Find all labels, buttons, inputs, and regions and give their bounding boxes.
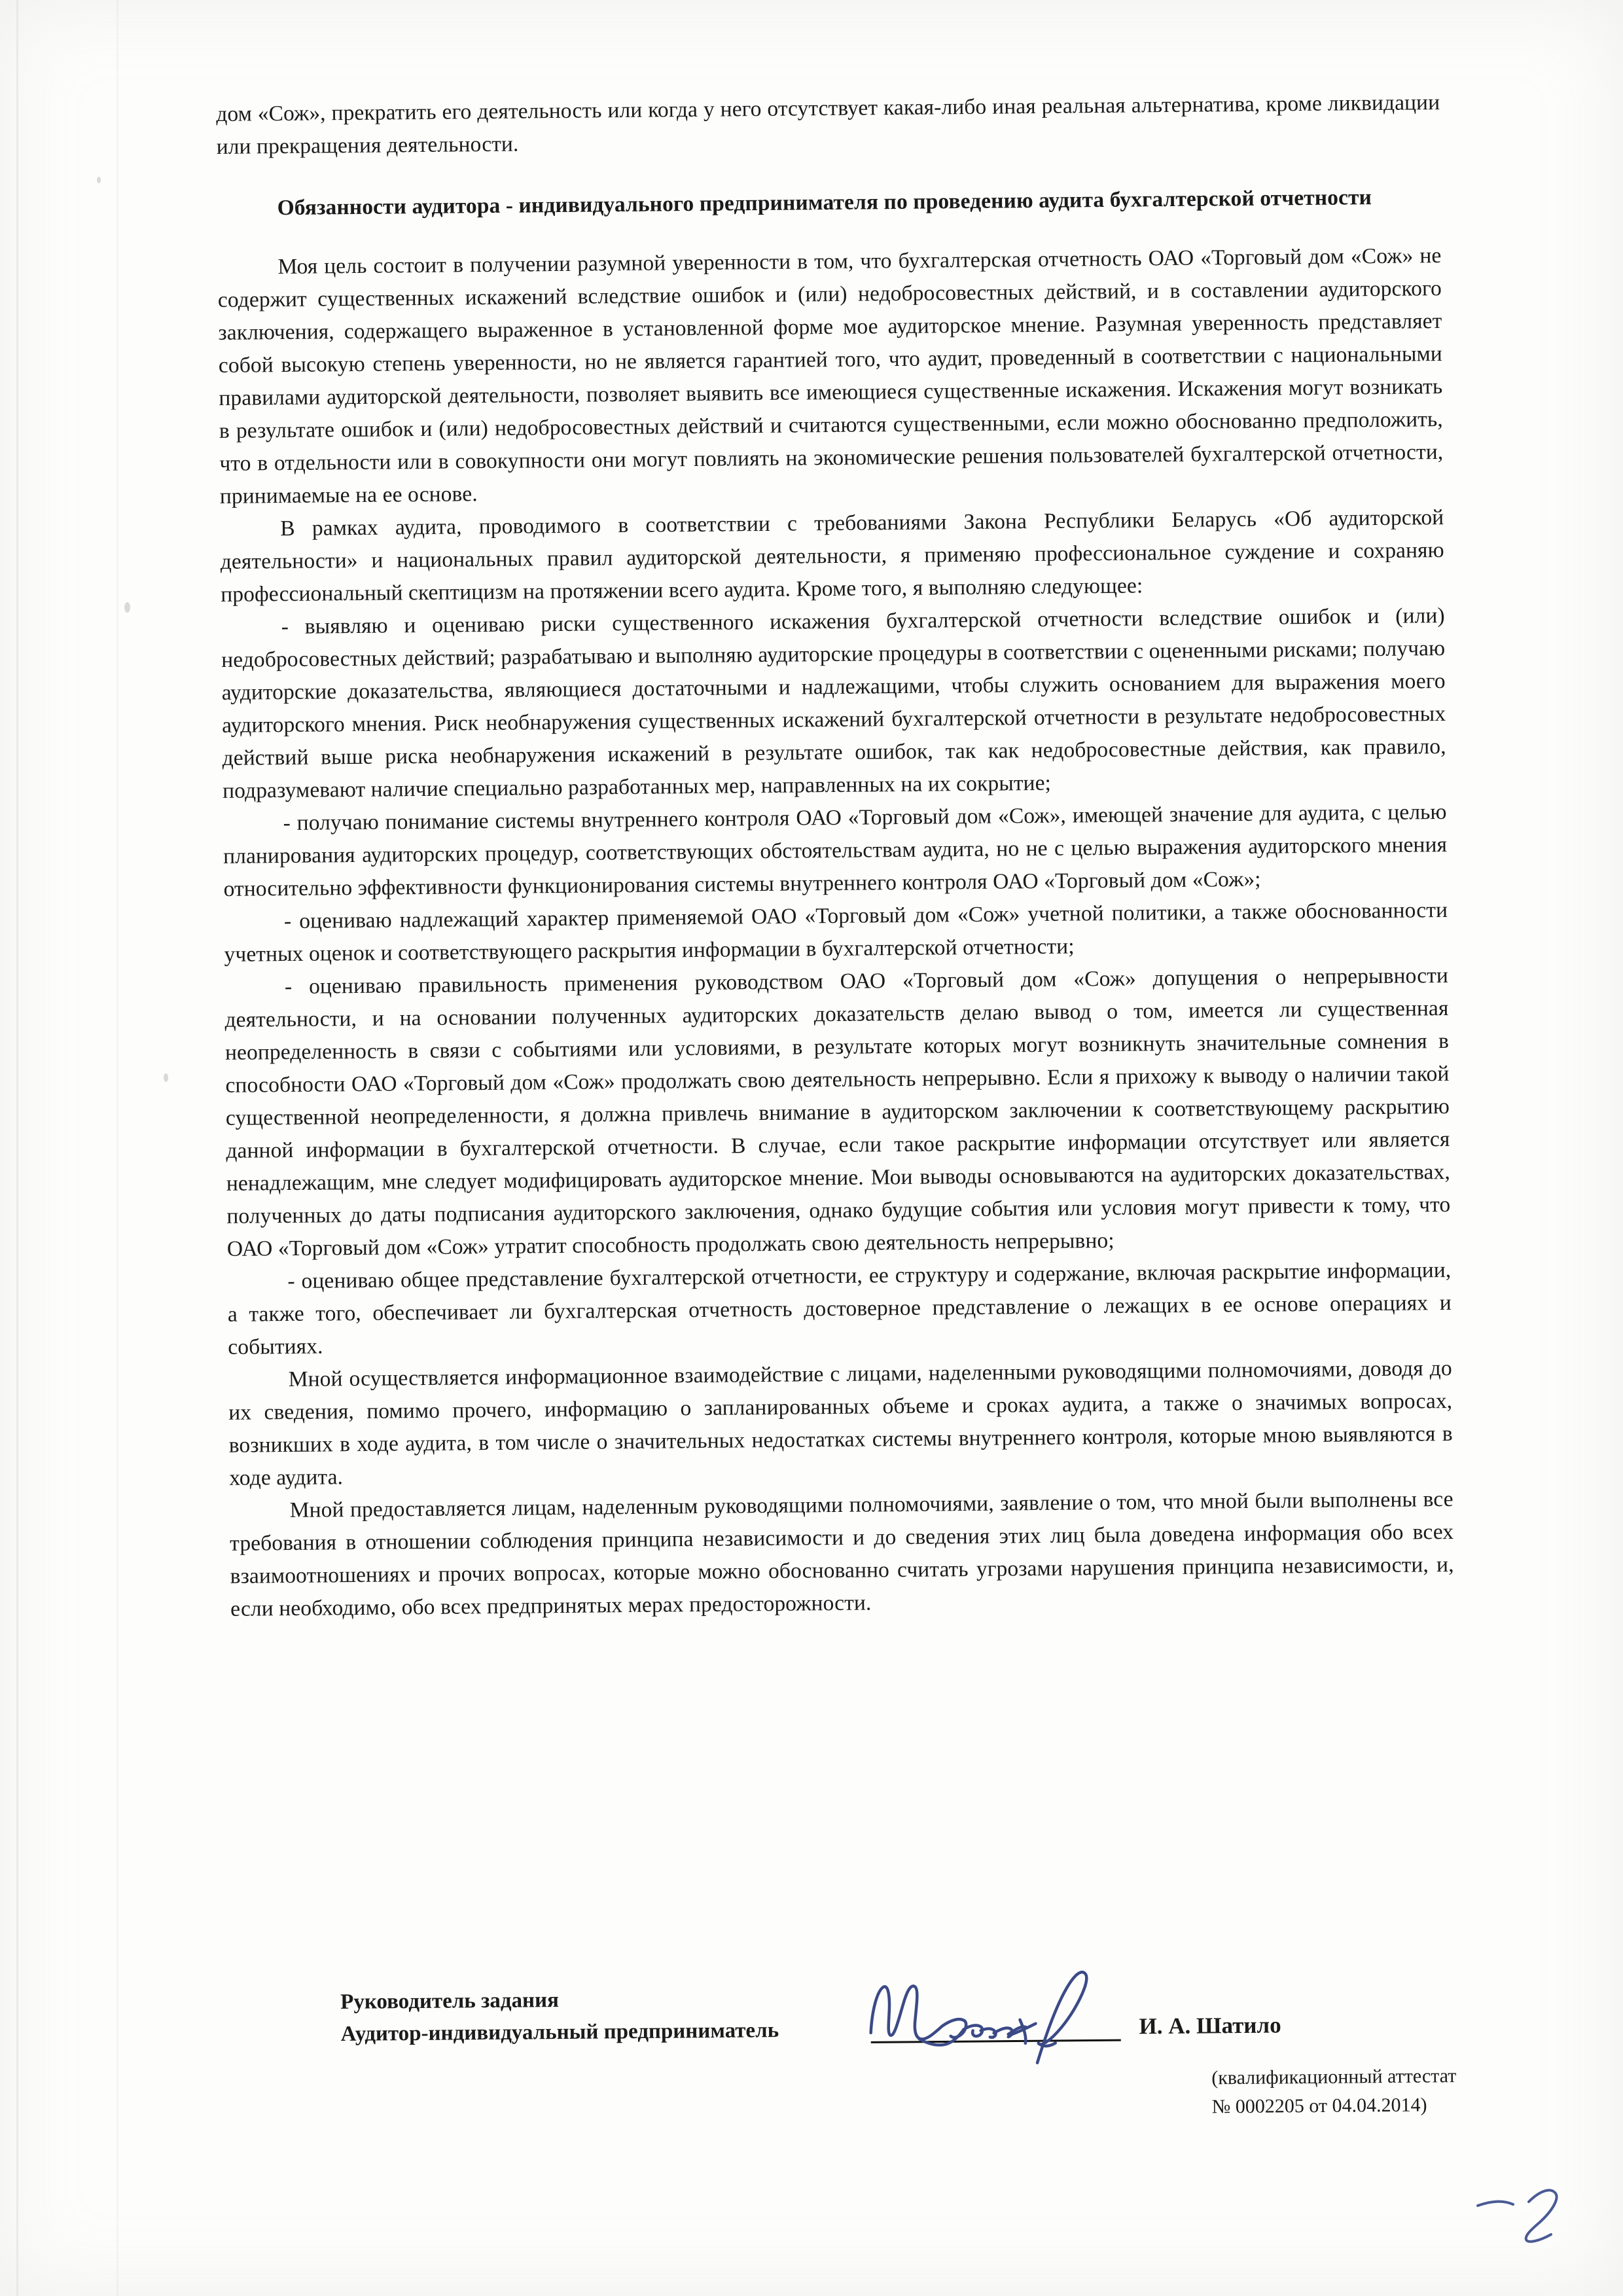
signature-block bbox=[340, 1976, 1519, 2118]
paragraph-independence-statement: Мной предоставляется лицам, наделенным руководящими полномочиями, заявление о том, что мной были выполнены все требования в отношении соблюдения принципа независимости и до сведения этих лиц была доведена информация обо всех взаимоотношениях и прочих вопросах, которые можно обоснованно считать угрозами нарушения принципа независимости, и, если необходимо, обо всех предпринятых мерах предосторожности. bbox=[230, 1486, 1454, 1621]
paragraph-objective: Моя цель состоит в получении разумной уверенности в том, что бухгалтерская отчетность ОАО «Торговый дом «Сож» не содержит существенных искажений вследствие ошибок и (или) недобросовестных действий, и в составлении аудиторского заключения, содержащего выраженное в установленной форме мое аудиторское мнение. Разумная уверенность представляет собой высокую степень уверенности, но не является гарантией того, что аудит, проведенный в соответствии с национальными правилами аудиторской деятельности, позволяет выявить все имеющиеся существенные искажения. Искажения могут возникать в результате ошибок и (или) недобросовестных действий и считаются существенными, если можно обоснованно предположить, что в отдельности или в совокупности они могут повлиять на экономические решения пользователей бухгалтерской отчетности, принимаемые на ее основе. bbox=[217, 243, 1444, 509]
scan-speck bbox=[164, 1073, 168, 1082]
signatory-role-line-1: Руководитель задания bbox=[340, 1988, 560, 2014]
scan-speck bbox=[97, 177, 101, 183]
scan-artifact-line-left bbox=[16, 0, 18, 2296]
handwritten-signature-icon bbox=[851, 1950, 1133, 2077]
bullet-item-overall-presentation: - оцениваю общее представление бухгалтерской отчетности, ее структуру и содержание, включая раскрытие информации, а также того, обеспечивает ли бухгалтерская отчетность достоверное представление о лежащих в ее основе операциях и событиях. bbox=[227, 1257, 1452, 1359]
certificate-line-2: № 0002205 от 04.04.2014) bbox=[1211, 2094, 1427, 2118]
continued-paragraph: дом «Сож», прекратить его деятельность или когда у него отсутствует какая-либо иная реальная альтернатива, кроме ликвидации или прекращения деятельности. bbox=[216, 90, 1440, 159]
paragraph-communication-with-governance: Мной осуществляется информационное взаимодействие с лицами, наделенными руководящими полномочиями, доводя до их сведения, помимо прочего, информацию о запланированных объеме и сроках аудита, а также о значимых вопросах, возникших в ходе аудита, в том числе о значительных недостатках системы внутреннего контроля, которые мною выявляются в ходе аудита. bbox=[228, 1355, 1453, 1490]
section-heading-auditor-responsibilities: Обязанности аудитора - индивидуального предпринимателя по проведению аудита бухгалтерской отчетности bbox=[277, 185, 1372, 221]
scan-artifact-line-inner bbox=[116, 0, 118, 2296]
signature-area bbox=[857, 2007, 1139, 2046]
signature-rule bbox=[871, 2039, 1121, 2043]
paragraph-audit-scope: В рамках аудита, проводимого в соответствии с требованиями Закона Республики Беларусь «Об аудиторской деятельности» и национальных правил аудиторской деятельности, я применяю профессиональное суждение и сохраняю профессиональный скептицизм на протяжении всего аудита. Кроме того, я выполняю следующее: bbox=[220, 505, 1444, 607]
scan-speck bbox=[124, 602, 130, 613]
document-body bbox=[216, 86, 1454, 1626]
handwritten-page-number-icon bbox=[1466, 2172, 1584, 2250]
bullet-item-accounting-policy: - оцениваю надлежащий характер применяемой ОАО «Торговый дом «Сож» учетной политики, а также обоснованности учетных оценок и соответствующего раскрытия информации в бухгалтерской отчетности; bbox=[224, 897, 1448, 967]
bullet-item-risk-identification: - выявляю и оцениваю риски существенного искажения бухгалтерской отчетности вследствие ошибок и (или) недобросовестных действий; разрабатываю и выполняю аудиторские процедуры в соответствии с оцененными рисками; получаю аудиторские доказательства, являющиеся достаточными и надлежащими, чтобы служить основанием для выражения моего аудиторского мнения. Риск необнаружения существенных искажений бухгалтерской отчетности в результате недобросовестных действий выше риска необнаружения искажений в результате ошибок, так как недобросовестные действия, как правило, подразумевают наличие специально разработанных мер, направленных на их сокрытие; bbox=[221, 603, 1446, 803]
bullet-item-going-concern: - оцениваю правильность применения руководством ОАО «Торговый дом «Сож» допущения о непрерывности деятельности, и на основании полученных аудиторских доказательств делаю вывод о том, имеется ли существенная неопределенность в связи с событиями или условиями, в результате которых могут возникнуть значительные сомнения в способности ОАО «Торговый дом «Сож» продолжать свою деятельность непрерывно. Если я прихожу к выводу о наличии такой существенной неопределенности, я должна привлечь внимание в аудиторском заключении к соответствующему раскрытию данной информации в бухгалтерской отчетности. В случае, если такое раскрытие информации отсутствует или является ненадлежащим, мне следует модифицировать аудиторское мнение. Мои выводы основываются на аудиторских доказательствах, полученных до даты подписания аудиторского заключения, однако будущие события или условия могут привести к тому, что ОАО «Торговый дом «Сож» утратит способность продолжать свою деятельность непрерывно; bbox=[224, 963, 1451, 1261]
bullet-item-internal-control: - получаю понимание системы внутреннего контроля ОАО «Торговый дом «Сож», имеющей значение для аудита, с целью планирования аудиторских процедур, соответствующих обстоятельствам аудита, но не с целью выражения аудиторского мнения относительно эффективности функционирования системы внутреннего контроля ОАО «Торговый дом «Сож»; bbox=[223, 799, 1448, 901]
signatory-role bbox=[340, 1982, 858, 2051]
qualification-certificate bbox=[1211, 2062, 1457, 2121]
certificate-line-1: (квалификационный аттестат bbox=[1211, 2065, 1457, 2089]
signatory-name: И. А. Шатило bbox=[1139, 2012, 1281, 2039]
signatory-role-line-2: Аудитор-индивидуальный предприниматель bbox=[340, 2018, 779, 2046]
signature-row bbox=[340, 1976, 1519, 2051]
